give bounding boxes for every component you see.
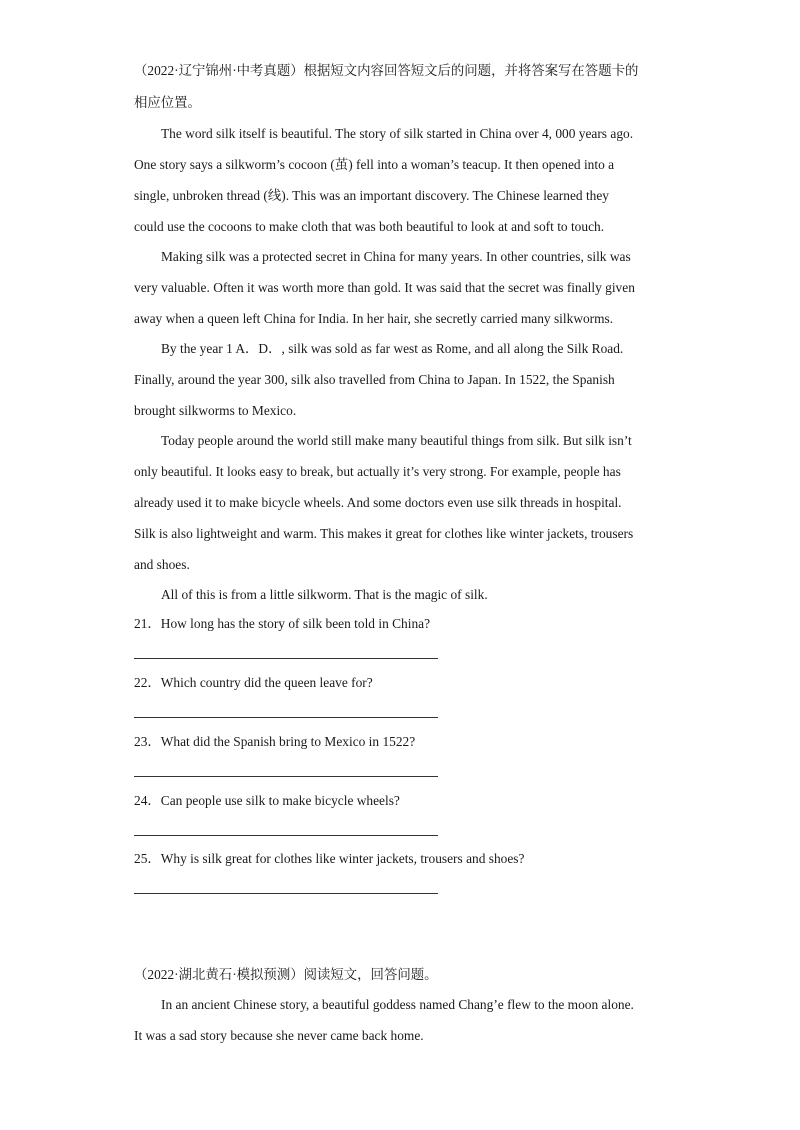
passage-line: It was a sad story because she never came back home. — [134, 1028, 424, 1043]
passage-line: Silk is also lightweight and warm. This makes it great for clothes like winter jackets, trousers — [134, 526, 634, 541]
passage-line: very valuable. Often it was worth more than gold. It was said that the secret was finally given — [134, 280, 635, 295]
passage-line: The word silk itself is beautiful. The story of silk started in China over 4, 000 years ago. — [161, 126, 634, 141]
answer-line-25[interactable] — [134, 893, 438, 894]
passage-line: Finally, around the year 300, silk also travelled from China to Japan. In 1522, the Spanish — [134, 372, 615, 387]
passage-line: All of this is from a little silkworm. That is the magic of silk. — [161, 587, 488, 602]
question-25: 25．Why is silk great for clothes like winter jackets, trousers and shoes? — [134, 851, 525, 866]
passage-line: only beautiful. It looks easy to break, but actually it’s very strong. For example, people has — [134, 464, 621, 479]
question-24: 24．Can people use silk to make bicycle wheels? — [134, 793, 400, 808]
passage-line: Today people around the world still make many beautiful things from silk. But silk isn’t — [161, 433, 632, 448]
question-23: 23．What did the Spanish bring to Mexico in 1522? — [134, 734, 416, 749]
question-21: 21．How long has the story of silk been told in China? — [134, 616, 431, 631]
passage-line: In an ancient Chinese story, a beautiful goddess named Chang’e flew to the moon alone. — [161, 997, 634, 1012]
passage-line: single, unbroken thread (线). This was an important discovery. The Chinese learned they — [134, 188, 609, 203]
section-1-header: （2022·辽宁锦州·中考真题）根据短文内容回答短文后的问题，并将答案写在答题卡的 — [134, 63, 639, 78]
question-22: 22．Which country did the queen leave for? — [134, 675, 373, 690]
answer-line-24[interactable] — [134, 835, 438, 836]
passage-line: By the year 1 A．D．, silk was sold as far west as Rome, and all along the Silk Road. — [161, 341, 624, 356]
answer-line-22[interactable] — [134, 717, 438, 718]
section-2-header: （2022·湖北黄石·模拟预测）阅读短文，回答问题。 — [134, 967, 438, 982]
passage-line: and shoes. — [134, 557, 190, 572]
passage-line: Making silk was a protected secret in China for many years. In other countries, silk was — [161, 249, 631, 264]
passage-line: could use the cocoons to make cloth that was both beautiful to look at and soft to touch. — [134, 219, 605, 234]
section-1-header-continued: 相应位置。 — [134, 95, 201, 110]
answer-line-23[interactable] — [134, 776, 438, 777]
passage-line: One story says a silkworm’s cocoon (茧) fell into a woman’s teacup. It then opened into a — [134, 157, 615, 172]
passage-line: away when a queen left China for India. In her hair, she secretly carried many silkworms. — [134, 311, 614, 326]
passage-line: already used it to make bicycle wheels. And some doctors even use silk threads in hospital. — [134, 495, 622, 510]
passage-line: brought silkworms to Mexico. — [134, 403, 297, 418]
answer-line-21[interactable] — [134, 658, 438, 659]
